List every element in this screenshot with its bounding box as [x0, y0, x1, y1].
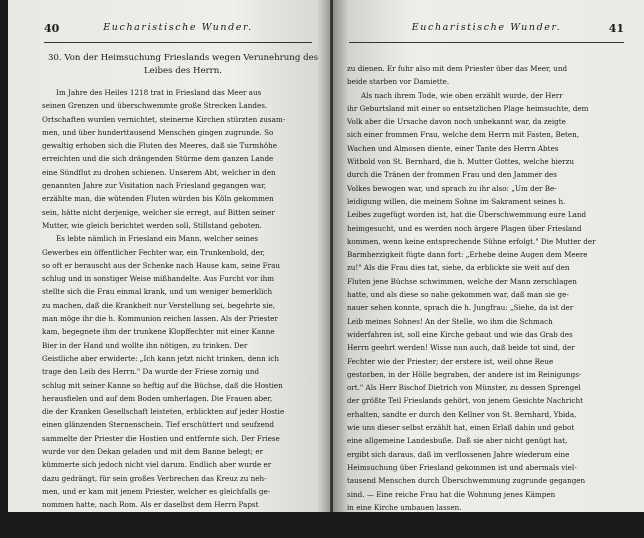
- text-line: kommen, wenn keine entsprechende Sühne erfolgt." Die Mutter der: [347, 236, 596, 246]
- left-header-rule: [44, 42, 312, 43]
- text-line: kam, begegnete ihm der trunkene Klopffechter mit einer Kanne: [42, 327, 275, 337]
- text-line: ergibt sich daraus, daß im verflossenen Jahre wiederum eine: [347, 449, 570, 459]
- text-line: eine Sündflut zu drohen schienen. Unserem Abt, welcher in den: [42, 167, 276, 177]
- text-line: Geistliche aber erwiderte: „Ich kann jetzt nicht trinken, denn ich: [42, 353, 279, 363]
- text-line: gewaltig erhoben sich die Fluten des Meeres, daß sie Turmhöhe: [42, 141, 278, 151]
- left-page-number: 40: [44, 22, 60, 35]
- text-line: sein, hätte nicht derjenige, welcher sie erregt, auf Bitten seiner: [42, 207, 275, 217]
- text-line: Herrn geehrt werden! Wisse nun auch, daß beide tot sind, der: [347, 343, 575, 353]
- text-line: einen glänzenden Sternenschein. Tief erschüttert und seufzend: [42, 420, 274, 430]
- text-line: in eine Kirche umbauen lassen.: [347, 502, 462, 512]
- text-line: sammelte der Priester die Hostien und entfernte sich. Der Friese: [42, 433, 280, 443]
- right-page-header: [349, 22, 624, 42]
- text-line: man möge ihr die h. Kommunion reichen lassen. Als der Priester: [42, 314, 278, 324]
- text-line: Volk aber die Ursache davon noch unbekannt war, da zeigte: [347, 117, 566, 127]
- text-line: trage den Leib des Herrn." Da wurde der Friese zornig und: [42, 367, 260, 377]
- text-line: zu dienen. Er fuhr also mit dem Priester über das Meer, und: [347, 64, 568, 73]
- text-line: Im Jahre des Heiles 1218 trat in Friesland das Meer aus: [56, 88, 262, 97]
- text-line: leidigung willen, die meinem Sohne im Sakrament seines h.: [347, 196, 566, 206]
- chapter-heading: 30. Von der Heimsuchung Frieslands wegen Verunehrung des Leibes des Herrn.: [47, 53, 319, 76]
- text-line: Barmherzigkeit fügte dann fort: „Erhebe deine Augen dem Meere: [347, 250, 588, 260]
- text-line: heimgesucht, und es werden noch ärgere Plagen über Friesland: [347, 223, 582, 233]
- text-line: erreichten und die sich drängenden Stürme dem ganzen Lande: [42, 154, 274, 164]
- text-line: gestorben, in der Hölle begraben, der andere ist im Reinigungs-: [347, 369, 582, 379]
- text-line: tausend Menschen durch Überschwemmung zugrunde gegangen: [347, 476, 586, 486]
- text-line: Gewerbes ein öffentlicher Fechter war, ein Trunkenbold, der,: [42, 247, 265, 257]
- text-line: erzählte man, die wütenden Fluten würden bis Köln gekommen: [42, 194, 274, 204]
- text-line: so oft er berauscht aus der Schenke nach Hause kam, seine Frau: [42, 260, 281, 270]
- text-line: hatte, und als diese so nahe gekommen war, daß man sie ge-: [347, 290, 569, 300]
- text-line: Heimsuchung über Friesland gekommen ist und abermals viel-: [347, 462, 577, 472]
- right-running-head: Eucharistische Wunder.: [411, 22, 562, 33]
- text-line: Es lebte nämlich in Friesland ein Mann, welcher seines: [56, 234, 259, 244]
- text-line: seinen Grenzen und überschwemmte große Strecken Landes.: [42, 101, 268, 111]
- text-line: ort." Als Herr Bischof Dietrich von Münster, zu dessen Sprengel: [347, 383, 581, 393]
- left-running-head: Eucharistische Wunder.: [103, 22, 253, 33]
- text-line: das Meer zu fahren und drei Jahre lang unter Christi Fahnen: [42, 526, 265, 536]
- left-page-text: [42, 46, 324, 538]
- text-line: Leib meines Sohnes! An der Stelle, wo ihm die Schmach: [347, 316, 553, 326]
- text-line: der größte Teil Frieslands gehört, von jenem Gesichte Nachricht: [347, 396, 584, 406]
- text-line: erhalten, sandte er durch den Kellner von St. Bernhard, Ybida,: [347, 409, 577, 419]
- right-header-rule: [349, 42, 624, 43]
- text-line: Witbold von St. Bernhard, die h. Mutter Gottes, welche hierzu: [347, 157, 575, 167]
- text-line: sind. — Eine reiche Frau hat die Wohnung jenes Kämpen: [347, 489, 556, 499]
- text-line: nauer sehen konnte, sprach die h. Jungfrau: „Siehe, da ist der: [347, 303, 574, 313]
- left-text-lines: [42, 86, 324, 538]
- right-page-number: 41: [608, 22, 624, 35]
- text-line: schlug mit seiner Kanne so heftig auf die Büchse, daß die Hostien: [42, 380, 283, 390]
- text-line: dazu gedrängt, für sein großes Verbrechen das Kreuz zu neh-: [42, 473, 267, 483]
- text-line: Fechter wie der Priester; der erstere ist, weil ohne Reue: [347, 356, 554, 366]
- text-line: wurde vor den Dekan geladen und mit dem Banne belegt; er: [42, 447, 264, 457]
- text-line: ihr Geburtsland mit einer so entsetzlichen Plage heimsuchte, dem: [347, 103, 589, 113]
- text-line: sich einer frommen Frau, welche dem Herrn mit Fasten, Beten,: [347, 130, 580, 140]
- right-page: [333, 0, 644, 512]
- left-page-header: [44, 22, 312, 42]
- text-line: Honorius (III.) beichtete, legte dieser ihm die Buße auf, über: [42, 513, 265, 523]
- text-line: kümmerte sich jedoch nicht viel darum. Endlich aber wurde er: [42, 460, 272, 470]
- text-line: Volkes bewogen war, und sprach zu ihr also: „Um der Be-: [347, 183, 557, 193]
- text-line: Fluten jene Büchse schwimmen, welche der Mann zerschlagen: [347, 276, 577, 286]
- text-line: Als nach ihrem Tode, wie oben erzählt wurde, der Herr: [361, 90, 563, 100]
- text-line: durch die Tränen der frommen Frau und den Jammer des: [347, 170, 557, 180]
- text-line: Mutter, wie gleich berichtet werden soll, Stillstand geboten.: [42, 220, 262, 230]
- text-line: wie uns dieser selbst erzählt hat, einen Erlaß dahin und gebot: [347, 423, 575, 433]
- text-line: die der Kranken Gesellschaft leisteten, erblickten auf jeder Hostie: [42, 407, 285, 417]
- text-line: genannten Jahre zur Visitation nach Friesland gegangen war,: [42, 181, 267, 191]
- text-line: zu!" Als die Frau dies tat, siehe, da erblickte sie weit auf den: [347, 263, 570, 273]
- text-line: men, und über hunderttausend Menschen gingen zugrunde. So: [42, 127, 274, 137]
- text-line: stellte sich die Frau einmal krank, und um weniger bemerklich: [42, 287, 273, 297]
- text-line: nommen hatte, nach Rom. Als er daselbst dem Herrn Papst: [42, 500, 259, 510]
- text-line: Ortschaften wurden vernichtet, steinerne Kirchen stürzten zusam-: [42, 114, 286, 124]
- text-line: eine allgemeine Landesbuße. Daß sie aber nicht genügt hat,: [347, 436, 568, 446]
- text-line: beide starben vor Damiette.: [347, 77, 450, 87]
- text-line: herausfielen und auf dem Boden umherlagen. Die Frauen aber,: [42, 393, 273, 403]
- text-line: widerfahren ist, soll eine Kirche gebaut und wie das Grab des: [347, 329, 573, 339]
- right-text-lines: [347, 62, 631, 514]
- left-page: [8, 0, 330, 536]
- right-page-text: [347, 62, 631, 514]
- text-line: Bier in der Hand und wollte ihn nötigen, zu trinken. Der: [42, 340, 248, 350]
- text-line: zu machen, daß die Krankheit nur Verstellung sei, begehrte sie,: [42, 300, 276, 310]
- text-line: Leibes zugefügt worden ist, hat die Überschwemmung eure Land: [347, 210, 587, 220]
- text-line: men, und er kam mit jenem Priester, welcher es gleichfalls ge-: [42, 486, 271, 496]
- text-line: schlug und in sonstiger Weise mißhandelte. Aus Furcht vor ihm: [42, 274, 275, 284]
- text-line: Wachen und Almosen diente, einer Tante des Herrn Abtes: [347, 143, 559, 153]
